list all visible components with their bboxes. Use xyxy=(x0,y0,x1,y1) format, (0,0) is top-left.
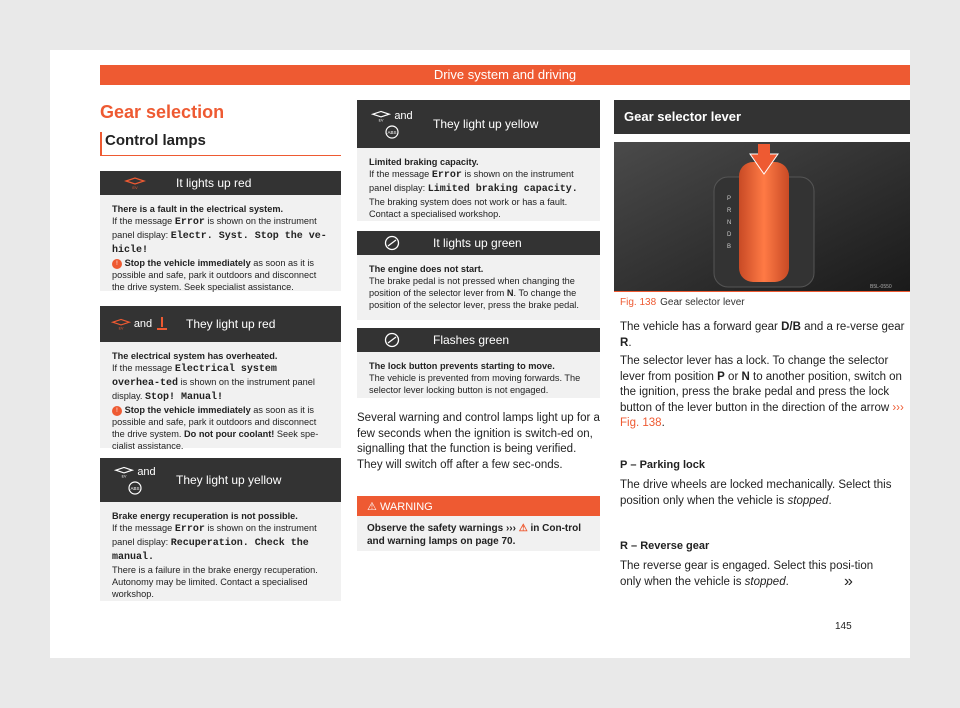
svg-text:EV: EV xyxy=(121,474,127,479)
right-paragraph-1: The vehicle has a forward gear D/B and a re-verse gear R. xyxy=(620,321,905,349)
svg-text:ABS: ABS xyxy=(130,486,140,491)
svg-text:EV: EV xyxy=(132,185,138,190)
figure-reference[interactable]: ››› Fig. 138 xyxy=(620,401,904,429)
lamp-box-green-2: Flashes green The lock button prevents starting to move. The vehicle is prevented from moving forwards. The selector lever locking button is not engaged. xyxy=(357,328,600,398)
gear-letter: N xyxy=(727,220,732,226)
reverse-paragraph: The reverse gear is engaged. Select this posi-tion only when the vehicle is stopped. xyxy=(620,560,874,588)
gear-letter: P xyxy=(727,196,732,202)
gear-selector-figure xyxy=(614,142,910,292)
stop-dot-icon: ! xyxy=(112,406,122,416)
stop-dot-icon: ! xyxy=(112,259,122,269)
park-heading: P – Parking lock xyxy=(620,459,705,471)
abs-icon xyxy=(382,125,402,139)
svg-text:EV: EV xyxy=(118,326,124,331)
sheet xyxy=(50,50,910,658)
temperature-icon xyxy=(155,316,169,332)
warning-icon: ⚠ xyxy=(367,501,377,513)
lamp-box-yellow-1: EV and ABS They light up yellow Brake energy recuperation is not possible. If the message Error is shown on the instrument panel display: Recuperation. Check the manual. There is a failure in the brake energy recuperation. Autonomy may be limited. Contact a specialised workshop. xyxy=(100,458,341,601)
lamp-box-red-1: EV It lights up red There is a fault in the electrical system. If the message Error is shown on the instrument panel display: Electr. Syst. Stop the ve-hicle! ! Stop the vehicle immediately as soon as it is possible and safe, park it outdoors and disconnect the drive system. Seek specialist assistance. xyxy=(100,171,341,291)
subsection-title: Gear selector lever xyxy=(614,100,910,134)
mid-paragraph: Several warning and control lamps light up for a few seconds when the ignition is switch-ed on, signalling that the function is being verified. They will switch off after a few sec-onds. xyxy=(357,412,600,471)
ev-warning-icon xyxy=(371,109,391,123)
warning-icon: ⚠ xyxy=(518,523,528,534)
figure-caption: Fig. 138 Gear selector lever xyxy=(620,297,745,308)
section-title: Gear selection xyxy=(100,102,225,122)
right-paragraph-2: The selector lever has a lock. To change the selector lever from position P or N to another position, switch on the ignition, press the brake pedal and press the lock button of the lever button in the direction of the arrow ››› Fig. 138. xyxy=(620,355,904,429)
svg-text:ABS: ABS xyxy=(387,130,397,135)
gear-selector-illustration xyxy=(614,142,910,292)
chapter-header: Drive system and driving xyxy=(100,65,910,85)
lamp-box-green-1: It lights up green The engine does not start. The brake pedal is not pressed when changing the position of the selector lever from N. To change the position of the selector lever, press the brake pedal. xyxy=(357,231,600,320)
gear-letter: R xyxy=(727,208,732,214)
figure-code: B5L-0550 xyxy=(870,284,892,290)
gear-letter: R xyxy=(620,540,628,552)
ev-warning-icon xyxy=(114,465,134,479)
section-subtitle: Control lamps xyxy=(100,132,341,156)
gear-letter: D xyxy=(727,232,732,238)
continue-mark: » xyxy=(844,573,853,590)
gear-letter: B xyxy=(727,244,732,250)
abs-icon xyxy=(125,481,145,495)
reverse-heading: R – Reverse gear xyxy=(620,540,710,552)
gear-letter: P xyxy=(620,459,628,471)
ev-warning-icon xyxy=(111,317,131,331)
park-paragraph: The drive wheels are locked mechanically. Select this position only when the vehicle is stopped. xyxy=(620,479,892,507)
ev-warning-icon xyxy=(100,176,170,190)
svg-text:EV: EV xyxy=(378,118,384,123)
page-number: 145 xyxy=(835,621,852,632)
brake-pedal-icon xyxy=(357,235,427,251)
lamp-box-red-2: EV and They light up red The electrical system has overheated. If the message Electrical system overhea-ted is shown on the instrument panel display. Stop! Manual! ! Stop the vehicle immediately as soon as it is possible and safe, park it outdoors and disconnect the drive system. Do not pour coolant! Seek spe-cialist assistance. xyxy=(100,306,341,448)
brake-pedal-icon xyxy=(357,332,427,348)
lamp-box-yellow-2: EV and ABS They light up yellow Limited braking capacity. If the message Error is shown on the instrument panel display: Limited braking capacity. The braking system does not work or has a fault. Contact a specialised workshop. xyxy=(357,100,600,221)
warning-box: ⚠ WARNING Observe the safety warnings ››› ⚠ in Con-trol and warning lamps on page 70. xyxy=(357,496,600,551)
